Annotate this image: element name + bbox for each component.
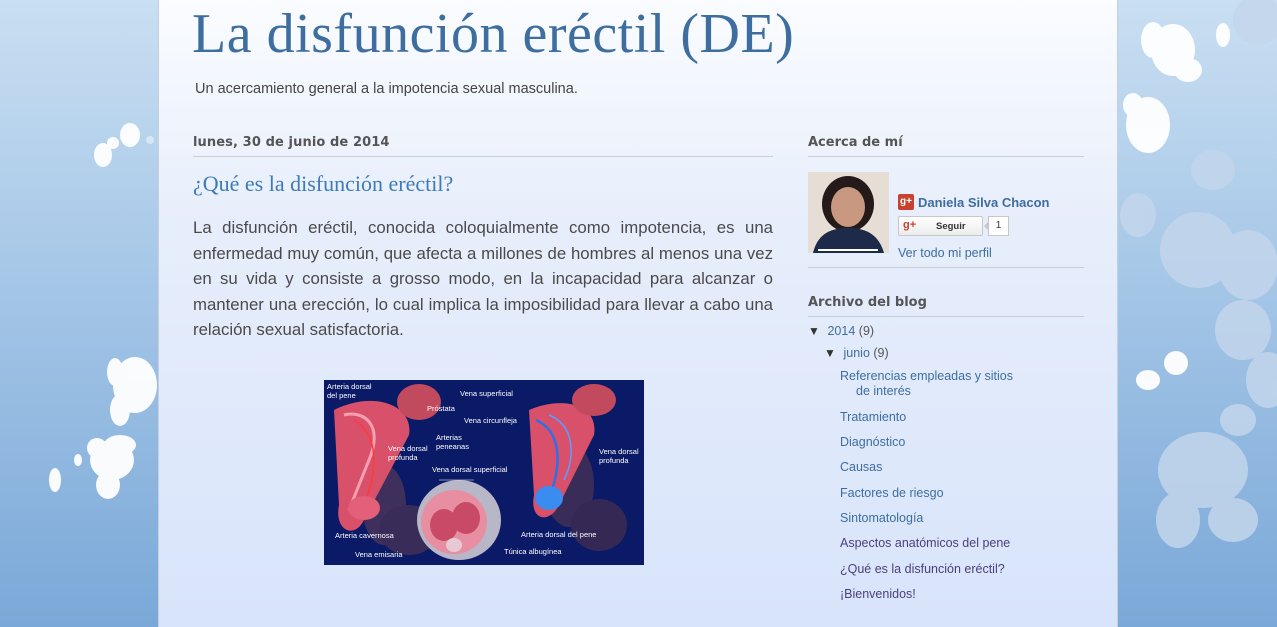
profile-name-link[interactable]: Daniela Silva Chacon: [918, 195, 1050, 210]
label-vena-dorsal-superficial: Vena dorsal superficial: [432, 465, 508, 474]
label-arterias-peneanas: Arterias peneanas: [436, 433, 469, 451]
archive-year-count: (9): [858, 324, 875, 338]
archive-post-link[interactable]: ¿Qué es la disfunción eréctil?: [840, 562, 1005, 576]
google-plus-icon: g+: [898, 194, 914, 210]
archive-post-link[interactable]: ¡Bienvenidos!: [840, 587, 916, 601]
label-arteria-cavernosa: Arteria cavernosa: [335, 531, 394, 540]
blog-archive-widget: [808, 295, 1084, 617]
about-widget-title: Acerca de mí: [808, 135, 1084, 157]
post-date: lunes, 30 de junio de 2014: [193, 135, 773, 157]
archive-year-row: [808, 324, 874, 338]
archive-month-link[interactable]: junio: [843, 346, 870, 360]
label-vena-dorsal-profunda-right: Vena dorsal profunda: [599, 447, 639, 465]
archive-widget-title: Archivo del blog: [808, 295, 1084, 317]
label-prostata: Próstata: [427, 404, 455, 413]
collapse-month-icon[interactable]: ▼: [824, 346, 836, 360]
label-arteria-dorsal: Arteria dorsal del pene: [327, 382, 372, 400]
archive-year-link[interactable]: 2014: [827, 324, 856, 338]
avatar: [808, 172, 889, 253]
label-arteria-dorsal-pene-bottom: Arteria dorsal del pene: [521, 530, 597, 539]
archive-post-link[interactable]: Aspectos anatómicos del pene: [840, 536, 1011, 550]
label-vena-dorsal-profunda-left: Vena dorsal profunda: [388, 444, 428, 462]
view-full-profile-link[interactable]: Ver todo mi perfil: [898, 246, 992, 260]
profile-photo[interactable]: [808, 172, 889, 253]
anatomy-illustration[interactable]: [324, 380, 644, 565]
google-plus-icon: g+: [903, 219, 917, 231]
archive-post-link[interactable]: Factores de riesgo: [840, 486, 944, 500]
label-vena-superficial: Vena superficial: [460, 389, 513, 398]
archive-post-link[interactable]: Diagnóstico: [840, 435, 906, 449]
profile-widget: [808, 157, 1084, 268]
archive-post-link[interactable]: Tratamiento: [840, 410, 907, 424]
orchid-background-left: [0, 0, 158, 627]
blog-description: Un acercamiento general a la impotencia sexual masculina.: [195, 81, 578, 97]
follower-count: 1: [988, 216, 1009, 236]
follow-button[interactable]: [898, 216, 983, 236]
archive-post-link[interactable]: Causas: [840, 460, 883, 474]
sidebar: [808, 135, 1084, 617]
post-body: La disfunción eréctil, conocida coloquialmente como impotencia, es una enfermedad muy común, que afecta a millones de hombres al menos una vez en su vida y consiste a grosso modo, en la incapacidad para alcanzar o mantener una erección, lo cual implica la imposibilidad para llevar a cabo una relación sexual satisfactoria.: [193, 218, 773, 339]
follow-button-label: Seguir: [936, 221, 966, 232]
post-title-link[interactable]: ¿Qué es la disfunción eréctil?: [193, 171, 454, 196]
blog-title[interactable]: La disfunción eréctil (DE): [192, 3, 795, 65]
archive-month-count: (9): [873, 346, 889, 360]
label-tunica-albuginea: Túnica albugínea: [504, 547, 562, 556]
archive-post-link[interactable]: Sintomatología: [840, 511, 924, 525]
label-vena-circunfleja: Vena circunfleja: [464, 416, 517, 425]
label-vena-emisaria: Vena emisaria: [355, 550, 403, 559]
collapse-year-icon[interactable]: ▼: [808, 324, 820, 338]
archive-post-label: Referencias empleadas y sitios de interés: [840, 369, 1013, 398]
orchid-background-right: [1118, 0, 1277, 627]
archive-post-link[interactable]: [840, 369, 1030, 399]
blog-page: [158, 0, 1118, 627]
main-column: [193, 135, 773, 559]
archive-month-row: [824, 346, 889, 360]
archive-tree: [808, 317, 1084, 617]
